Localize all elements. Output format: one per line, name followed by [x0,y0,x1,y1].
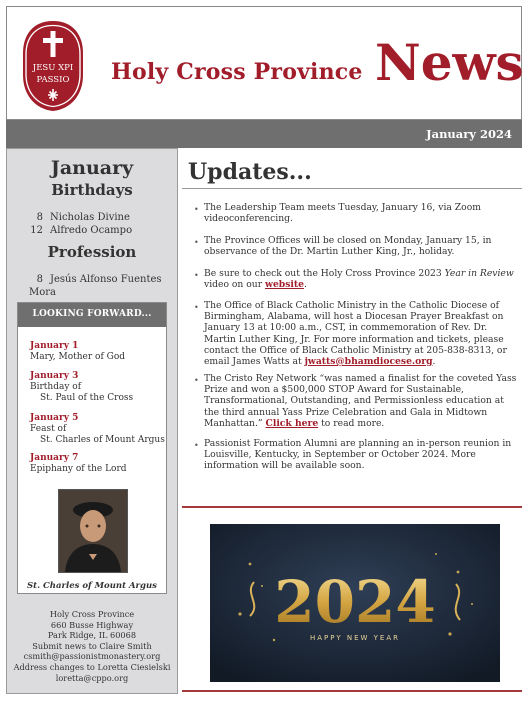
profession-list [29,273,177,299]
birthdays-heading: Birthdays [51,181,133,199]
update-item: The Office of Black Catholic Ministry in the Catholic Diocese of Birmingham, Alabama, will host a Diocesan Prayer Breakfast on January 13 at 10:00 a.m., CST, in commemoration of Rev. Dr. Martin Luther King, Jr. For more information and tickets, please contact the Office of Black Catholic Ministry at 205-838-8313, or email James Watts at jwatts@bhamdiocese.org. [204,300,507,368]
looking-forward-box [17,302,167,594]
event-item: January 3 Birthday of St. Paul of the Cross [30,371,134,403]
click-here-link[interactable]: Click here [265,417,319,429]
list-item: 12 Alfredo Ocampo [30,225,133,236]
event-item: January 5 Feast of St. Charles of Mount Argus [30,413,165,445]
update-item: Be sure to check out the Holy Cross Province 2023 Year in Review video on our website. [204,268,514,291]
new-year-banner [210,524,500,682]
update-item: The Cristo Rey Network “was named a finalist for the coveted Yass Prize and won a $500,000 STOP Award for Sustainable, Transformational, Outstanding, and Permissionless education at the third annual Yass Prize Celebration and Gala in Midtown Manhattan.” Click here to read more. [204,373,517,429]
website-link[interactable]: website [265,279,304,291]
profession-heading: Profession [47,243,137,261]
list-item: 8 Nicholas Divine [36,212,130,223]
email-link[interactable]: jwatts@bhamdiocese.org [304,356,433,368]
birthdays-heading-month: January [50,157,134,179]
updates-heading: Updates... [188,159,312,185]
divider [182,690,522,692]
update-item: Passionist Formation Alumni are planning an in-person reunion in Louisville, Kentucky, in September or October 2024. More information will be available soon. [204,438,512,472]
masthead [6,6,522,120]
birthdays-list [29,211,132,237]
bullet-icon: • [194,205,199,214]
newsletter-page [6,6,522,694]
contact-address: Holy Cross Province 660 Busse Highway Park Ridge, IL 60068 Submit news to Claire Smith csmith@passionistmonastery.org Address changes to Loretta Ciesielski loretta@cppo.org [7,609,177,683]
banner-year: 2024 [274,568,436,636]
bullet-icon: • [194,376,199,385]
update-item: The Leadership Team meets Tuesday, January 16, via Zoom videoconferencing. [204,202,481,225]
bullet-icon: • [194,238,199,247]
event-item: January 7 Epiphany of the Lord [30,453,127,474]
province-title: Holy Cross Province [111,59,363,85]
list-item: 8 Jesús Alfonso Fuentes Mora [29,274,162,298]
emblem-text-1: JESU XPI [32,63,74,73]
date-bar [6,120,522,148]
divider [182,188,522,189]
bullet-icon: • [194,441,199,450]
issue-date: January 2024 [426,127,512,141]
passionist-emblem [21,19,85,113]
news-title: News [375,33,524,92]
event-item: January 1 Mary, Mother of God [30,341,126,362]
update-item: The Province Offices will be closed on Monday, January 15, in observance of the Dr. Martin Luther King, Jr., holiday. [204,235,492,258]
emblem-text-2: PASSIO [36,75,70,85]
bullet-icon: • [194,271,199,280]
portrait-image [58,489,128,573]
email-link[interactable]: loretta@cppo.org [55,672,129,683]
looking-forward-title: LOOKING FORWARD... [32,309,152,319]
portrait-caption: St. Charles of Mount Argus [27,581,157,591]
bullet-icon: • [194,303,199,312]
looking-forward-header [18,303,166,327]
divider [182,506,522,508]
banner-subtitle: HAPPY NEW YEAR [310,634,400,642]
sidebar [6,148,178,694]
email-link[interactable]: csmith@passionistmonastery.org [23,651,161,662]
